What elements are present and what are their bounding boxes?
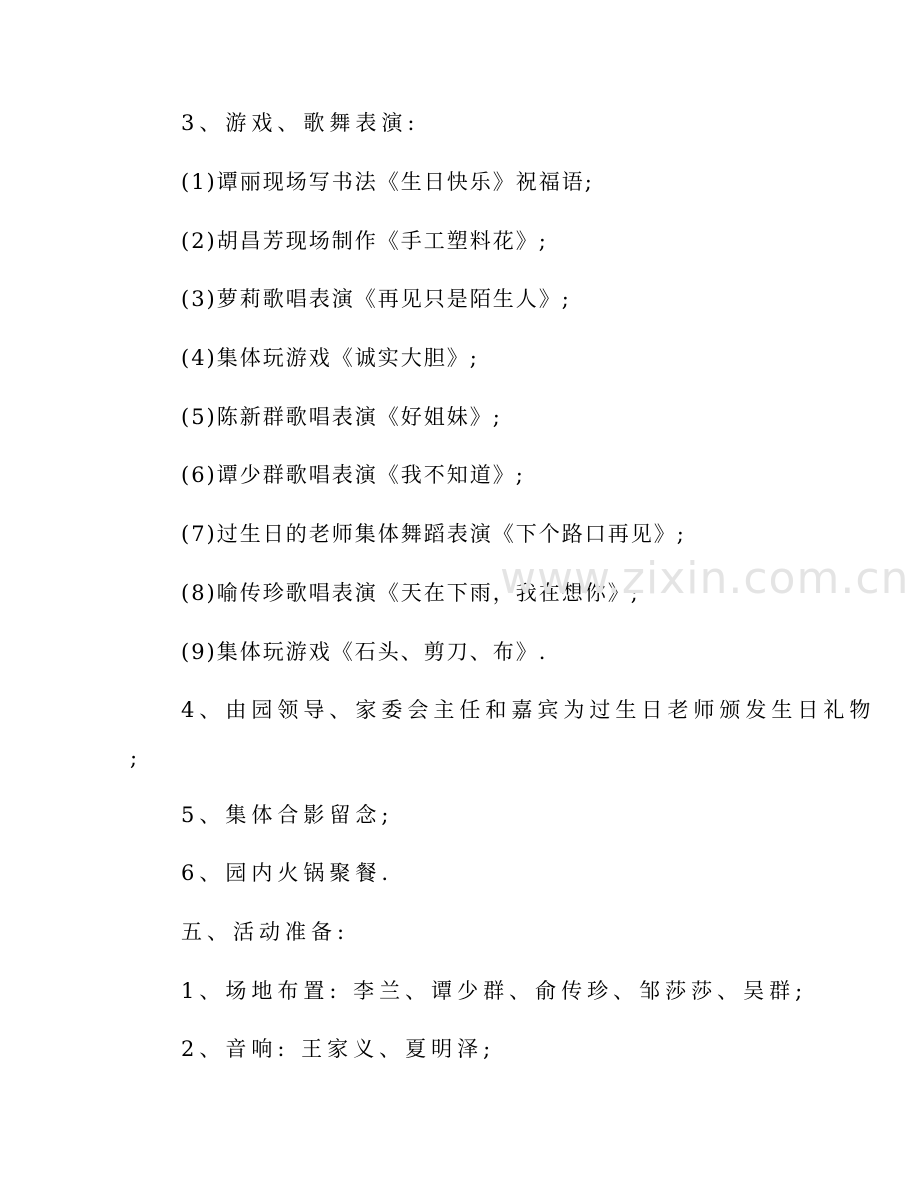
section-4-continuation: ; xyxy=(130,746,138,770)
program-item-6: (6)谭少群歌唱表演《我不知道》; xyxy=(181,463,525,487)
prep-item-audio: 2、音响: 王家义、夏明泽; xyxy=(181,1037,496,1061)
section-4-paragraph: 4、由园领导、家委会主任和嘉宾为过生日老师颁发生日礼物 xyxy=(181,698,876,722)
program-item-8: (8)喻传珍歌唱表演《天在下雨，我在想你》; xyxy=(181,581,640,605)
program-item-9: (9)集体玩游戏《石头、剪刀、布》. xyxy=(181,640,548,664)
section-3-heading: 3、游戏、歌舞表演: xyxy=(181,111,420,135)
program-item-1: (1)谭丽现场写书法《生日快乐》祝福语; xyxy=(181,170,594,194)
watermark-text: www.zixin.com.cn xyxy=(500,553,910,604)
section-5-paragraph: 5、集体合影留念; xyxy=(181,803,394,827)
program-item-4: (4)集体玩游戏《诚实大胆》; xyxy=(181,346,479,370)
section-6-paragraph: 6、园内火锅聚餐. xyxy=(181,861,394,885)
program-item-2: (2)胡昌芳现场制作《手工塑料花》; xyxy=(181,229,548,253)
program-item-7: (7)过生日的老师集体舞蹈表演《下个路口再见》; xyxy=(181,522,686,546)
activity-preparation-heading: 五、活动准备: xyxy=(181,920,350,944)
program-item-5: (5)陈新群歌唱表演《好姐妹》; xyxy=(181,405,502,429)
program-item-3: (3)萝莉歌唱表演《再见只是陌生人》; xyxy=(181,287,571,311)
prep-item-venue: 1、场地布置: 李兰、谭少群、俞传珍、邹莎莎、吴群; xyxy=(181,979,808,1003)
